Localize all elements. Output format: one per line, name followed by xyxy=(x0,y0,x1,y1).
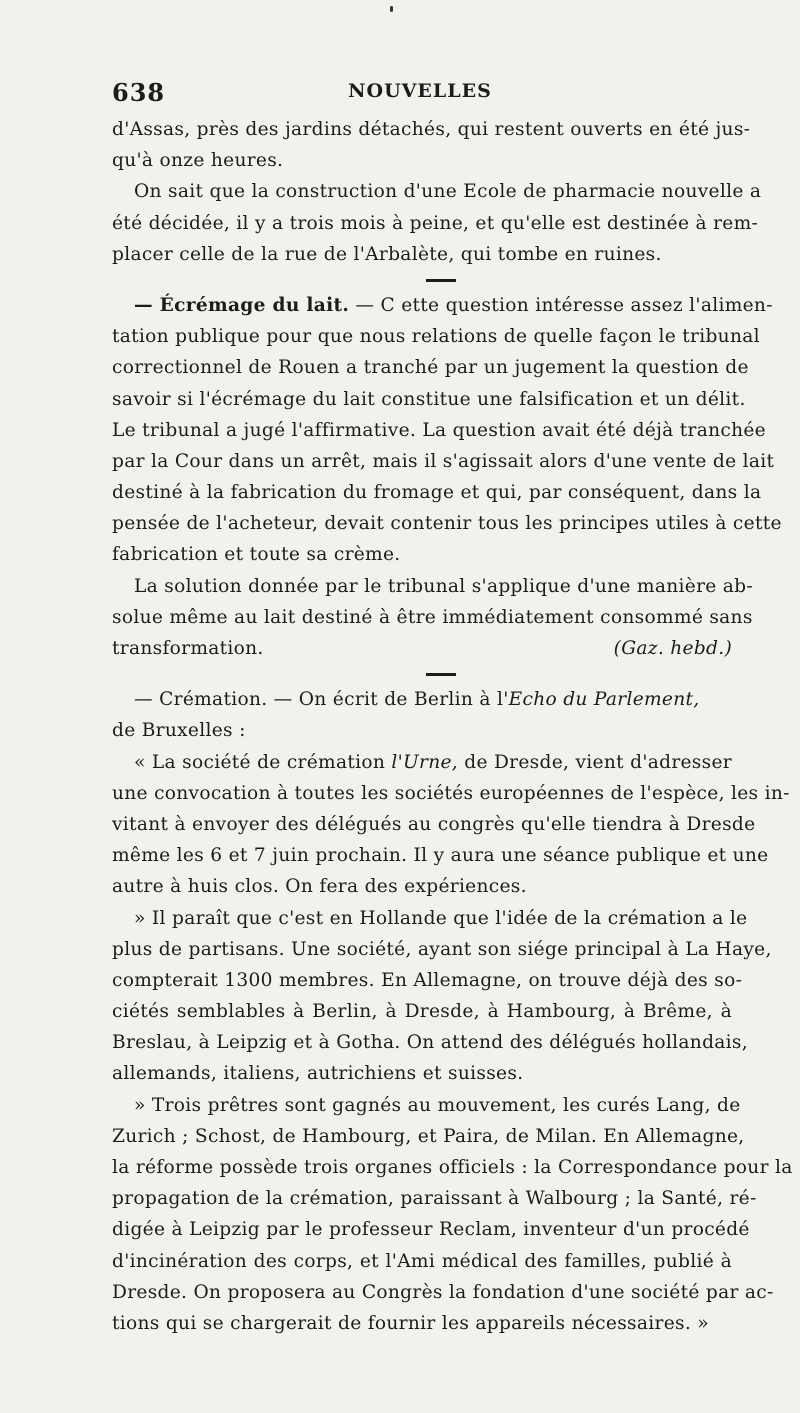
text-line: placer celle de la rue de l'Arbalète, qui tombe en ruines. xyxy=(112,243,662,265)
text-line: solue même au lait destiné à être immédiatement consommé sans xyxy=(112,606,753,628)
text-line: de Bruxelles : xyxy=(112,720,246,742)
text-line: Zurich ; Schost, de Hambourg, et Paira, de Milan. En Allemagne, xyxy=(112,1125,745,1147)
text-line: tions qui se chargerait de fournir les appareils nécessaires. » xyxy=(112,1312,709,1334)
text-line xyxy=(112,747,732,778)
text-line: par la Cour dans un arrêt, mais il s'agissait alors d'une vente de lait xyxy=(112,450,775,472)
text-fragment: — C ette question intéresse assez l'alimen- xyxy=(349,294,773,316)
text-line xyxy=(112,633,732,664)
section-separator xyxy=(112,664,732,684)
text-line: plus de partisans. Une société, ayant son siége principal à La Haye, xyxy=(112,938,772,960)
italic-fragment: Echo du Parlement, xyxy=(508,689,700,711)
text-line: La solution donnée par le tribunal s'applique d'une manière ab- xyxy=(134,575,753,597)
text-line: une convocation à toutes les sociétés européennes de l'espèce, les in- xyxy=(112,782,790,804)
text-line: la réforme possède trois organes officiels : la Correspondance pour la xyxy=(112,1157,793,1178)
running-head: NOUVELLES xyxy=(348,80,492,102)
text-fragment: transformation. xyxy=(112,638,264,659)
text-line: autre à huis clos. On fera des expériences. xyxy=(112,876,527,898)
text-line: qu'à onze heures. xyxy=(112,150,284,172)
text-fragment: — On écrit de Berlin à l' xyxy=(267,689,509,711)
text-fragment: « La société de crémation xyxy=(134,751,392,773)
section-title-line xyxy=(112,684,732,715)
text-line: correctionnel de Rouen a tranché par un jugement la question de xyxy=(112,357,749,379)
section-separator xyxy=(112,270,732,290)
text-line: même les 6 et 7 juin prochain. Il y aura une séance publique et une xyxy=(112,845,769,867)
text-line: » Trois prêtres sont gagnés au mouvement, les curés Lang, de xyxy=(134,1094,741,1116)
text-line: d'Assas, près des jardins détachés, qui restent ouverts en été jus- xyxy=(112,119,751,140)
italic-fragment: l'Urne, xyxy=(391,751,458,773)
text-line: fabrication et toute sa crème. xyxy=(112,544,401,566)
text-line: Dresde. On proposera au Congrès la fondation d'une société par ac- xyxy=(112,1281,774,1303)
section-title: — Écrémage du lait. xyxy=(134,294,350,316)
section-title: — Crémation. xyxy=(134,689,268,711)
text-line: allemands, italiens, autrichiens et suisses. xyxy=(112,1063,524,1085)
text-line: propagation de la crémation, paraissant à Walbourg ; la Santé, ré- xyxy=(112,1188,757,1210)
article-body xyxy=(112,114,793,1339)
text-line: digée à Leipzig par le professeur Reclam, inventeur d'un procédé xyxy=(112,1219,750,1241)
source-citation: (Gaz. hebd.) xyxy=(613,638,732,659)
text-line: été décidée, il y a trois mois à peine, et qu'elle est destinée à rem- xyxy=(112,212,759,234)
text-line: destiné à la fabrication du fromage et qui, par conséquent, dans la xyxy=(112,482,762,504)
page-number: 638 xyxy=(112,78,166,107)
page-header xyxy=(112,78,728,108)
text-line: Breslau, à Leipzig et à Gotha. On attend des délégués hollandais, xyxy=(112,1032,748,1054)
text-line: savoir si l'écrémage du lait constitue une falsification et un délit. xyxy=(112,388,746,410)
text-line: d'incinération des corps, et l'Ami médical des familles, publié à xyxy=(112,1250,732,1272)
text-line: ciétés semblables à Berlin, à Dresde, à Hambourg, à Brême, à xyxy=(112,1001,732,1023)
text-line: On sait que la construction d'une Ecole de pharmacie nouvelle a xyxy=(134,181,762,203)
text-line: » Il paraît que c'est en Hollande que l'idée de la crémation a le xyxy=(134,907,748,929)
text-line: compterait 1300 membres. En Allemagne, on trouve déjà des so- xyxy=(112,969,743,991)
ink-speck xyxy=(390,6,393,12)
text-line: tation publique pour que nous relations de quelle façon le tribunal xyxy=(112,326,760,348)
text-line: vitant à envoyer des délégués au congrès qu'elle tiendra à Dresde xyxy=(112,813,756,835)
section-title-line xyxy=(112,290,773,321)
text-line: Le tribunal a jugé l'affirmative. La question avait été déjà tranchée xyxy=(112,419,766,441)
text-line: pensée de l'acheteur, devait contenir tous les principes utiles à cette xyxy=(112,513,782,535)
text-fragment: de Dresde, vient d'adresser xyxy=(458,751,732,773)
